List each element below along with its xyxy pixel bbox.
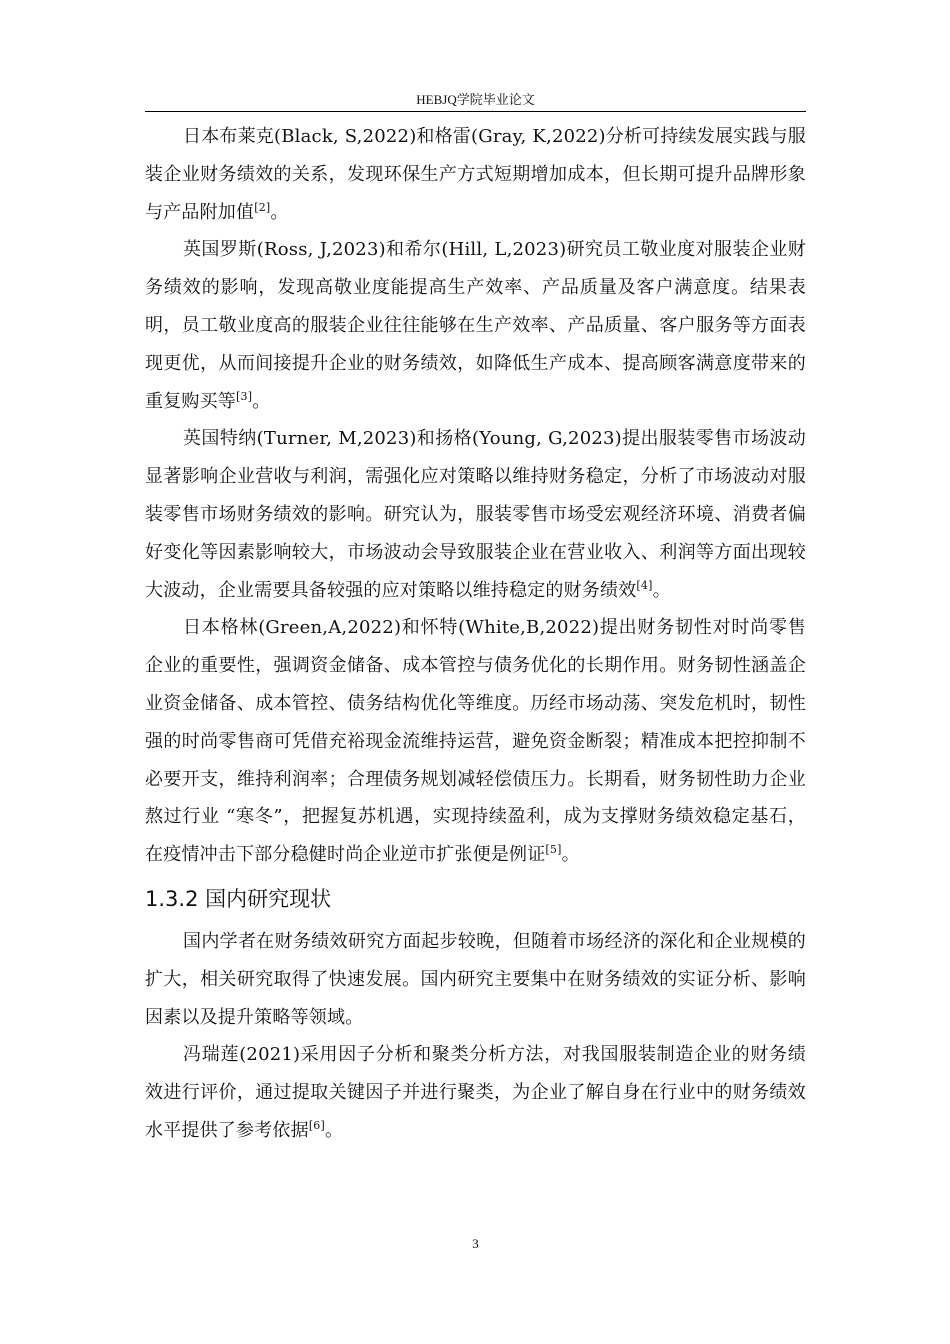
paragraph-domestic-overview: 国内学者在财务绩效研究方面起步较晚，但随着市场经济的深化和企业规模的扩大，相关研究取得了快速发展。国内研究主要集中在财务绩效的实证分析、影响因素以及提升策略等领域。 xyxy=(145,930,806,1028)
citation-ref: [3] xyxy=(236,389,253,403)
citation-ref: [4] xyxy=(636,578,653,592)
paragraph-black-gray: 日本布莱克(Black, S,2022)和格雷(Gray, K,2022)分析可持续发展实践与服装企业财务绩效的关系，发现环保生产方式短期增加成本，但长期可提升品牌形象与产品附加值[2]。 xyxy=(145,126,806,223)
citation-ref: [5] xyxy=(545,843,562,857)
paragraph-ross-hill: 英国罗斯(Ross, J,2023)和希尔(Hill, L,2023)研究员工敬业度对服装企业财务绩效的影响，发现高敬业度能提高生产效率、产品质量及客户满意度。结果表明，员工敬业度高的服装企业往往能够在生产效率、产品质量、客户服务等方面表现更优，从而间接提升企业的财务绩效，如降低生产成本、提高顾客满意度带来的重复购买等[3]。 xyxy=(145,239,806,412)
citation-ref: [6] xyxy=(308,1118,325,1132)
citation-ref: [2] xyxy=(254,200,271,214)
header-rule xyxy=(145,111,806,112)
section-title: 国内研究现状 xyxy=(205,886,332,911)
page-number: 3 xyxy=(472,1236,479,1251)
running-header: HEBJQ学院毕业论文 xyxy=(416,92,535,107)
body-text xyxy=(145,118,806,1150)
paragraph-green-white: 日本格林(Green,A,2022)和怀特(White,B,2022)提出财务韧性对时尚零售企业的重要性，强调资金储备、成本管控与债务优化的长期作用。财务韧性涵盖企业资金储备、成本管控、债务结构优化等维度。历经市场动荡、突发危机时，韧性强的时尚零售商可凭借充裕现金流维持运营，避免资金断裂；精准成本把控抑制不必要开支，维持利润率；合理债务规划减轻偿债压力。长期看，财务韧性助力企业熬过行业 “寒冬”，把握复苏机遇，实现持续盈利，成为支撑财务绩效稳定基石，在疫情冲击下部分稳健时尚企业逆市扩张便是例证[5]。 xyxy=(145,617,806,866)
paragraph-turner-young: 英国特纳(Turner, M,2023)和扬格(Young, G,2023)提出服装零售市场波动显著影响企业营收与利润，需强化应对策略以维持财务稳定，分析了市场波动对服装零售市场财务绩效的影响。研究认为，服装零售市场受宏观经济环境、消费者偏好变化等因素影响较大，市场波动会导致服装企业在营业收入、利润等方面出现较大波动，企业需要具备较强的应对策略以维持稳定的财务绩效[4]。 xyxy=(145,428,806,601)
section-number: 1.3.2 xyxy=(145,886,199,911)
paragraph-feng-ruilian: 冯瑞莲(2021)采用因子分析和聚类分析方法，对我国服装制造企业的财务绩效进行评价，通过提取关键因子并进行聚类，为企业了解自身在行业中的财务绩效水平提供了参考依据[6]。 xyxy=(145,1044,806,1141)
section-heading xyxy=(145,880,806,918)
